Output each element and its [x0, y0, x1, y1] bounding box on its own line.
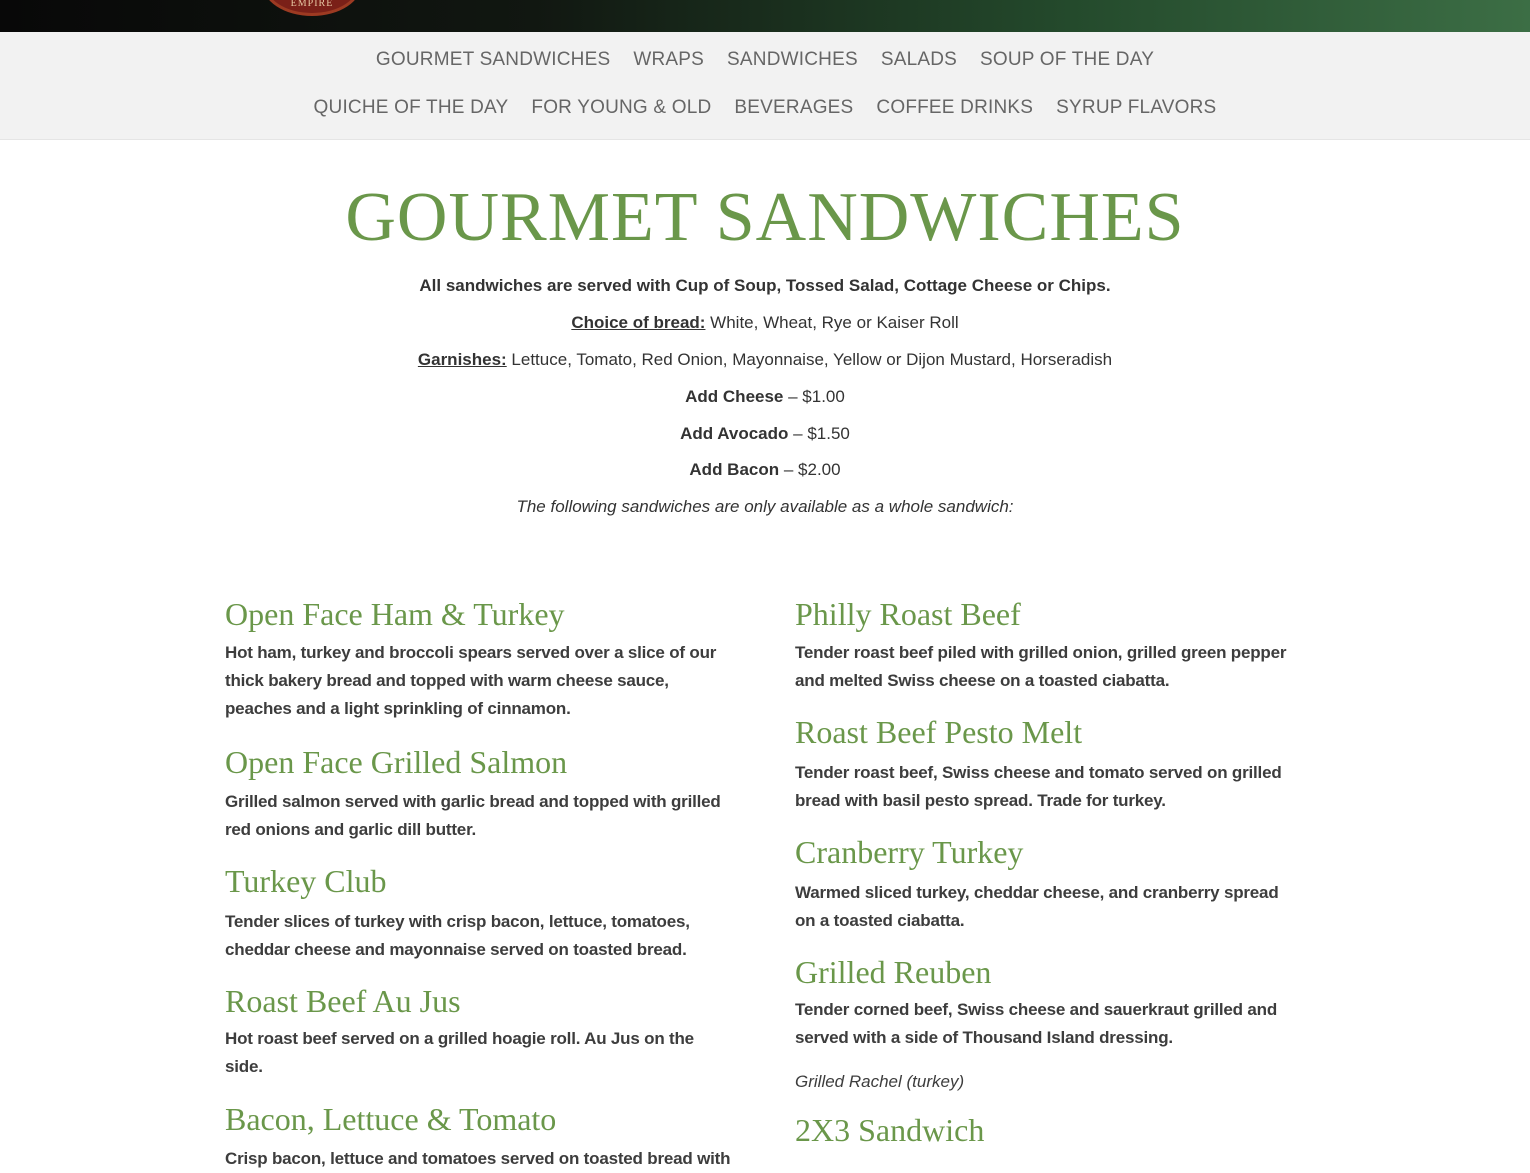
addon-price: – $1.00 — [783, 387, 845, 406]
nav-item-wraps[interactable]: WRAPS — [633, 49, 705, 70]
served-with-note — [0, 275, 1530, 297]
menu-item-name: Grilled Reuben — [795, 954, 992, 990]
nav-item-coffee-drinks[interactable]: COFFEE DRINKS — [876, 97, 1034, 118]
menu-item-desc: Tender corned beef, Swiss cheese and sauerkraut grilled and served with a side of Thousand Island dressing. — [795, 1000, 1277, 1047]
menu-item-variant-note: Grilled Rachel (turkey) — [795, 1072, 965, 1091]
menu-item-name: Turkey Club — [225, 863, 387, 899]
nav-item-sandwiches[interactable]: SANDWICHES — [727, 49, 858, 70]
addon-price: – $1.50 — [788, 424, 850, 443]
bread-choice-value: White, Wheat, Rye or Kaiser Roll — [705, 313, 959, 332]
logo-text: EMPIRE — [290, 0, 334, 9]
menu-item-desc: Grilled salmon served with garlic bread and topped with grilled red onions and garlic dill butter. — [225, 792, 721, 839]
addon-label: Add Bacon — [689, 460, 780, 479]
menu-item-desc: Hot ham, turkey and broccoli spears served over a slice of our thick bakery bread and topped with warm cheese sauce, peaches and a light sprinkling of cinnamon. — [225, 643, 717, 718]
nav-item-salads[interactable]: SALADS — [880, 49, 958, 70]
menu-item-name: Cranberry Turkey — [795, 834, 1024, 870]
nav-row-2 — [0, 94, 1530, 122]
menu-item-name: Roast Beef Pesto Melt — [795, 714, 1083, 750]
menu-item — [225, 981, 735, 1081]
menu-item-name: Bacon, Lettuce & Tomato — [225, 1101, 557, 1137]
menu-item-desc: Tender roast beef, Swiss cheese and tomato served on grilled bread with basil pesto spread. Trade for turkey. — [795, 763, 1282, 810]
menu-item — [795, 594, 1300, 695]
bread-choice — [0, 312, 1530, 334]
menu-nav — [0, 32, 1530, 140]
addon-price: – $2.00 — [779, 460, 841, 479]
menu-item — [225, 1099, 735, 1173]
nav-item-quiche-of-the-day[interactable]: QUICHE OF THE DAY — [313, 97, 509, 118]
menu-column-right — [795, 594, 1300, 1150]
menu-item — [225, 742, 735, 844]
menu-item-name: Roast Beef Au Jus — [225, 983, 461, 1019]
garnishes-label: Garnishes: — [417, 350, 507, 369]
menu-item-name: Open Face Grilled Salmon — [225, 744, 568, 780]
menu-item — [225, 594, 735, 723]
menu-item-desc: Crisp bacon, lettuce and tomatoes served on toasted bread with — [225, 1149, 731, 1168]
nav-row-1 — [0, 46, 1530, 74]
addon-avocado — [0, 423, 1530, 445]
menu-item — [795, 712, 1300, 815]
menu-item-name: Open Face Ham & Turkey — [225, 596, 565, 632]
menu-item — [795, 1110, 1300, 1150]
menu-item-desc: Tender roast beef piled with grilled onion, grilled green pepper and melted Swiss cheese on a toasted ciabatta. — [795, 643, 1287, 690]
menu-column-left — [225, 594, 735, 1173]
menu-item-name: Philly Roast Beef — [795, 596, 1021, 632]
menu-item-name: 2X3 Sandwich — [795, 1112, 985, 1148]
nav-item-gourmet-sandwiches[interactable]: GOURMET SANDWICHES — [375, 49, 611, 70]
nav-item-beverages[interactable]: BEVERAGES — [734, 97, 854, 118]
bread-choice-label: Choice of bread: — [571, 313, 706, 332]
page-title: GOURMET SANDWICHES — [345, 179, 1185, 256]
menu-item — [795, 832, 1300, 935]
addon-bacon — [0, 459, 1530, 481]
menu-item — [795, 952, 1300, 1096]
menu-item-desc: Warmed sliced turkey, cheddar cheese, and cranberry spread on a toasted ciabatta. — [795, 883, 1279, 930]
menu-item-desc: Hot roast beef served on a grilled hoagie roll. Au Jus on the side. — [225, 1029, 694, 1076]
site-logo[interactable] — [262, 0, 362, 16]
whole-sandwich-note — [0, 496, 1530, 518]
addon-cheese — [0, 386, 1530, 408]
garnishes-value: Lettuce, Tomato, Red Onion, Mayonnaise, Yellow or Dijon Mustard, Horseradish — [506, 350, 1113, 369]
nav-item-syrup-flavors[interactable]: SYRUP FLAVORS — [1056, 97, 1217, 118]
garnishes-line — [0, 349, 1530, 371]
nav-item-for-young-and-old[interactable]: FOR YOUNG & OLD — [531, 97, 712, 118]
menu-item-desc: Tender slices of turkey with crisp bacon, lettuce, tomatoes, cheddar cheese and mayonnaise served on toasted bread. — [225, 912, 690, 959]
addon-label: Add Cheese — [685, 387, 784, 406]
menu-item — [225, 861, 735, 964]
whole-sandwich-note-text: The following sandwiches are only available as a whole sandwich: — [516, 497, 1014, 516]
site-header — [0, 0, 1530, 32]
nav-item-soup-of-the-day[interactable]: SOUP OF THE DAY — [980, 49, 1155, 70]
addon-label: Add Avocado — [680, 424, 789, 443]
served-with-text: All sandwiches are served with Cup of Soup, Tossed Salad, Cottage Cheese or Chips. — [419, 276, 1111, 295]
